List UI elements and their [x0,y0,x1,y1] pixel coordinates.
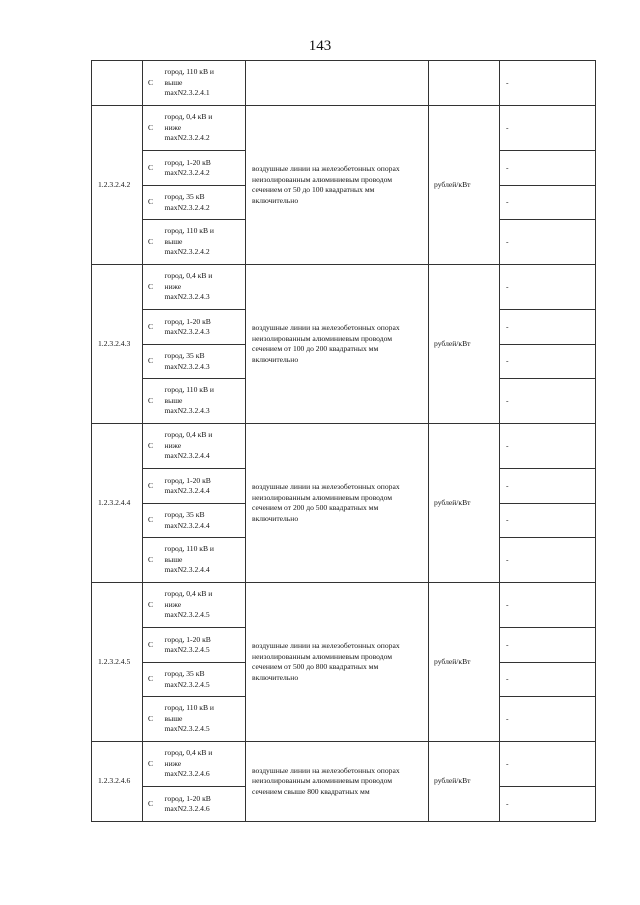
condition-cell [163,186,246,220]
category-letter: С [143,61,163,106]
value-cell: - [500,742,596,787]
condition-cell [163,787,246,822]
condition-text: город, 1-20 кВ maxN2.3.2.4.3 [164,316,211,336]
page-number: 143 [308,38,332,54]
condition-cell [163,151,246,186]
condition-cell [163,538,246,583]
category-letter: С [143,345,163,379]
code-cell: 1.2.3.2.4.5 [92,583,143,742]
condition-cell [163,61,246,106]
unit-cell [429,61,500,106]
condition-text: город, 1-20 кВ maxN2.3.2.4.6 [164,793,211,813]
category-letter: С [143,151,163,186]
description-cell [246,265,429,424]
description-text: воздушные линии на железобетонных опорах неизолированным алюминиевым проводом сечением от 200 до 500 квадратных мм включительно [252,482,400,523]
category-letter: С [143,697,163,742]
condition-cell [163,663,246,697]
condition-text: город, 35 кВ maxN2.3.2.4.3 [164,351,210,371]
table-row [92,742,596,787]
category-letter: С [143,583,163,628]
value-cell: - [500,469,596,504]
description-cell [246,106,429,265]
value-cell: - [500,424,596,469]
condition-cell [163,310,246,345]
description-text: воздушные линии на железобетонных опорах неизолированным алюминиевым проводом сечением от 500 до 800 квадратных мм включительно [252,641,400,682]
condition-cell [163,106,246,151]
condition-text: город, 35 кВ maxN2.3.2.4.4 [164,510,210,530]
condition-text: город, 0,4 кВ и ниже maxN2.3.2.4.4 [164,430,213,461]
category-letter: С [143,469,163,504]
code-cell: 1.2.3.2.4.4 [92,424,143,583]
condition-text: город, 35 кВ maxN2.3.2.4.2 [164,192,210,212]
table-row [92,106,596,151]
value-cell: - [500,186,596,220]
description-text: воздушные линии на железобетонных опорах неизолированным алюминиевым проводом сечением свыше 800 квадратных мм [252,765,400,796]
category-letter: С [143,424,163,469]
code-cell: 1.2.3.2.4.6 [92,742,143,822]
table-row [92,61,596,106]
condition-text: город, 110 кВ и выше maxN2.3.2.4.5 [164,703,214,734]
category-letter: С [143,628,163,663]
category-letter: С [143,310,163,345]
condition-cell [163,265,246,310]
condition-text: город, 110 кВ и выше maxN2.3.2.4.4 [164,544,214,575]
table-row [92,424,596,469]
value-cell: - [500,379,596,424]
description-text: воздушные линии на железобетонных опорах неизолированным алюминиевым проводом сечением от 50 до 100 квадратных мм включительно [252,164,400,205]
condition-text: город, 35 кВ maxN2.3.2.4.5 [164,669,210,689]
category-letter: С [143,220,163,265]
table-row [92,265,596,310]
condition-cell [163,469,246,504]
condition-cell [163,697,246,742]
unit-cell: рублей/кВт [429,265,500,424]
category-letter: С [143,742,163,787]
condition-text: город, 1-20 кВ maxN2.3.2.4.5 [164,634,211,654]
value-cell: - [500,345,596,379]
value-cell: - [500,504,596,538]
condition-cell [163,424,246,469]
value-cell: - [500,265,596,310]
category-letter: С [143,379,163,424]
tariff-table [91,60,596,822]
category-letter: С [143,504,163,538]
value-cell: - [500,628,596,663]
condition-cell [163,504,246,538]
condition-cell [163,742,246,787]
value-cell: - [500,787,596,822]
description-cell [246,424,429,583]
condition-text: город, 0,4 кВ и ниже maxN2.3.2.4.3 [164,271,213,302]
tariff-table-body [92,61,596,822]
unit-cell: рублей/кВт [429,106,500,265]
condition-text: город, 0,4 кВ и ниже maxN2.3.2.4.2 [164,112,213,143]
condition-cell [163,628,246,663]
code-cell: 1.2.3.2.4.3 [92,265,143,424]
condition-text: город, 1-20 кВ maxN2.3.2.4.2 [164,157,211,177]
condition-text: город, 1-20 кВ maxN2.3.2.4.4 [164,475,211,495]
code-cell: 1.2.3.2.4.2 [92,106,143,265]
value-cell: - [500,61,596,106]
category-letter: С [143,265,163,310]
description-cell [246,61,429,106]
value-cell: - [500,151,596,186]
unit-cell: рублей/кВт [429,424,500,583]
condition-text: город, 0,4 кВ и ниже maxN2.3.2.4.6 [164,748,213,779]
category-letter: С [143,106,163,151]
category-letter: С [143,538,163,583]
condition-text: город, 110 кВ и выше maxN2.3.2.4.3 [164,385,214,416]
condition-cell [163,345,246,379]
code-cell [92,61,143,106]
value-cell: - [500,538,596,583]
category-letter: С [143,787,163,822]
value-cell: - [500,697,596,742]
category-letter: С [143,663,163,697]
value-cell: - [500,310,596,345]
category-letter: С [143,186,163,220]
condition-text: город, 0,4 кВ и ниже maxN2.3.2.4.5 [164,589,213,620]
condition-cell [163,220,246,265]
value-cell: - [500,583,596,628]
value-cell: - [500,106,596,151]
unit-cell: рублей/кВт [429,583,500,742]
description-cell [246,583,429,742]
condition-cell [163,583,246,628]
condition-cell [163,379,246,424]
description-cell [246,742,429,822]
value-cell: - [500,220,596,265]
value-cell: - [500,663,596,697]
table-row [92,583,596,628]
unit-cell: рублей/кВт [429,742,500,822]
condition-text: город, 110 кВ и выше maxN2.3.2.4.1 [164,67,214,98]
description-text: воздушные линии на железобетонных опорах неизолированным алюминиевым проводом сечением от 100 до 200 квадратных мм включительно [252,323,400,364]
condition-text: город, 110 кВ и выше maxN2.3.2.4.2 [164,226,214,257]
